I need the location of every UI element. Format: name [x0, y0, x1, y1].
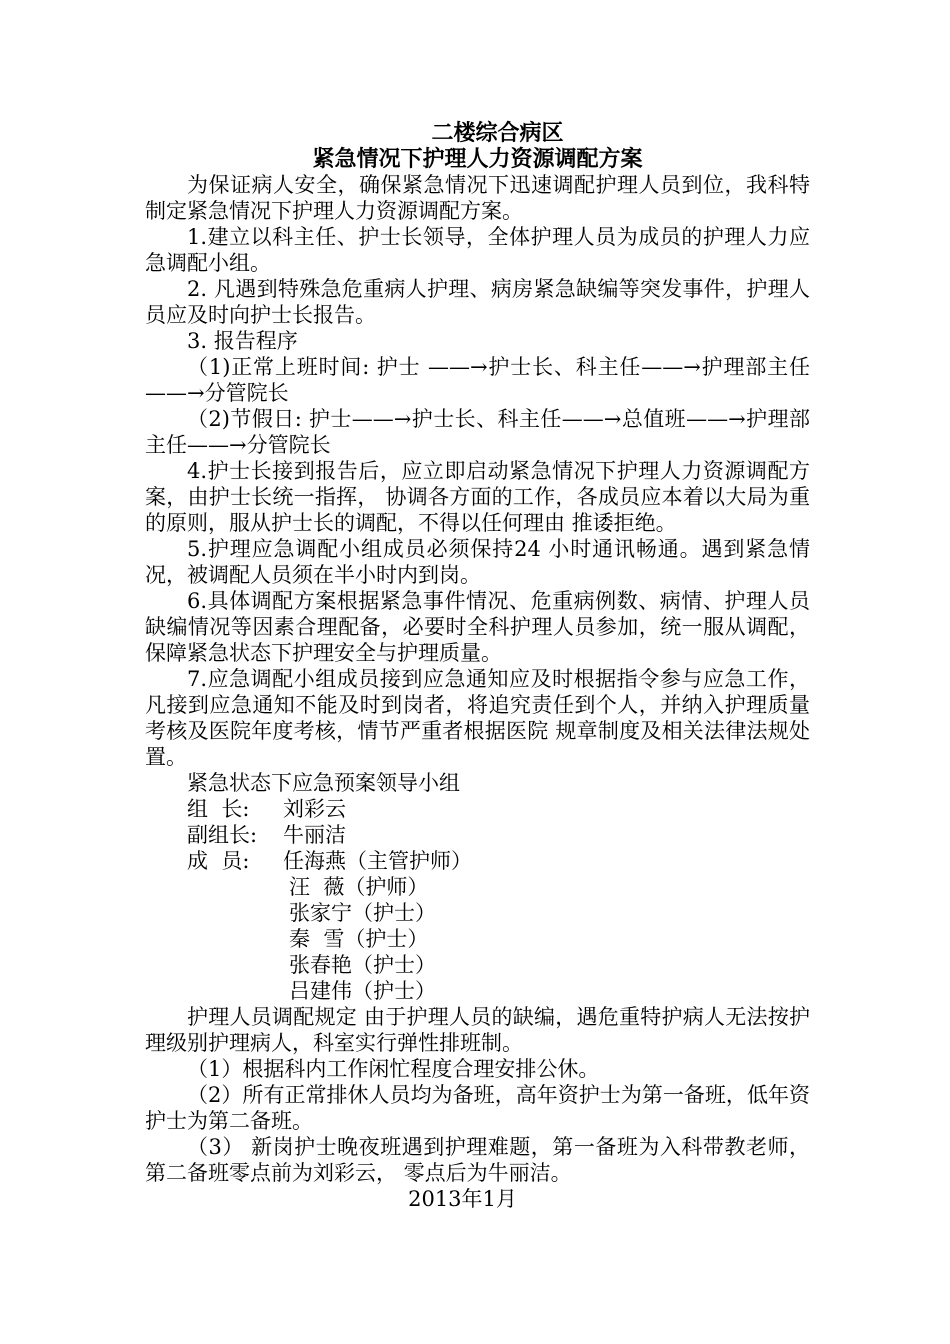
document-title-ward: 二楼综合病区 [431, 120, 564, 146]
deputy-label: 副组长: [187, 823, 258, 847]
rule-2: （2）所有正常排休人员均为备班，高年资护士为第一备班，低年资护士为第二备班。 [145, 1083, 810, 1133]
rule-1: （1）根据科内工作闲忙程度合理安排公休。 [187, 1057, 600, 1081]
member-item: 吕建伟（护士） [289, 979, 436, 1003]
intro-paragraph: 为保证病人安全，确保紧急情况下迅速调配护理人员到位，我科特制定紧急情况下护理人力资源调配方案。 [145, 173, 810, 223]
member-item: 秦 雪（护士） [289, 927, 429, 951]
item-6: 6.具体调配方案根据紧急事件情况、危重病例数、病情、护理人员缺编情况等因素合理配备，必要时全科护理人员参加，统一服从调配，保障紧急状态下护理安全与护理质量。 [145, 589, 810, 665]
leader-name: 刘彩云 [283, 797, 346, 821]
leader-label: 组 长: [187, 797, 250, 821]
member-item: 张春艳（护士） [289, 953, 436, 977]
member-item: 张家宁（护士） [289, 901, 436, 925]
deputy-row [145, 822, 810, 848]
item-3-heading: 3. 报告程序 [187, 329, 298, 353]
item-2: 2. 凡遇到特殊急危重病人护理、病房紧急缺编等突发事件，护理人员应及时向护士长报告。 [145, 277, 810, 327]
deputy-name: 牛丽洁 [283, 823, 346, 847]
item-3-1: （1)正常上班时间: 护士 ——→护士长、科主任——→护理部主任——→分管院长 [145, 355, 810, 405]
members-label: 成 员: [187, 849, 250, 873]
document-page [145, 120, 810, 1212]
leader-row [145, 796, 810, 822]
members-row [145, 848, 810, 874]
member-item: 任海燕（主管护师） [283, 849, 472, 873]
document-title-plan: 紧急情况下护理人力资源调配方案 [312, 146, 643, 172]
item-5: 5.护理应急调配小组成员必须保持24 小时通讯畅通。遇到紧急情况，被调配人员须在半小时内到岗。 [145, 537, 810, 587]
rules-intro: 护理人员调配规定 由于护理人员的缺编，遇危重特护病人无法按护理级别护理病人，科室实行弹性排班制。 [145, 1005, 810, 1055]
group-heading: 紧急状态下应急预案领导小组 [187, 771, 460, 795]
item-1: 1.建立以科主任、护士长领导，全体护理人员为成员的护理人力应急调配小组。 [145, 225, 810, 275]
item-3-2: （2)节假日: 护士——→护士长、科主任——→总值班——→护理部主任——→分管院长 [145, 407, 810, 457]
item-7: 7.应急调配小组成员接到应急通知应及时根据指令参与应急工作，凡接到应急通知不能及时到岗者，将追究责任到个人，并纳入护理质量考核及医院年度考核，情节严重者根据医院 规章制度及相关法律法规处置。 [145, 667, 810, 769]
item-4: 4.护士长接到报告后，应立即启动紧急情况下护理人力资源调配方案，由护士长统一指挥， 协调各方面的工作，各成员应本着以大局为重的原则，服从护士长的调配，不得以任何理由 推诿拒绝。 [145, 459, 810, 535]
document-date: 2013年1月 [408, 1187, 517, 1211]
member-item: 汪 薇（护师） [289, 875, 429, 899]
rule-3: （3） 新岗护士晚夜班遇到护理难题，第一备班为入科带教老师，第二备班零点前为刘彩云， 零点后为牛丽洁。 [145, 1135, 810, 1185]
